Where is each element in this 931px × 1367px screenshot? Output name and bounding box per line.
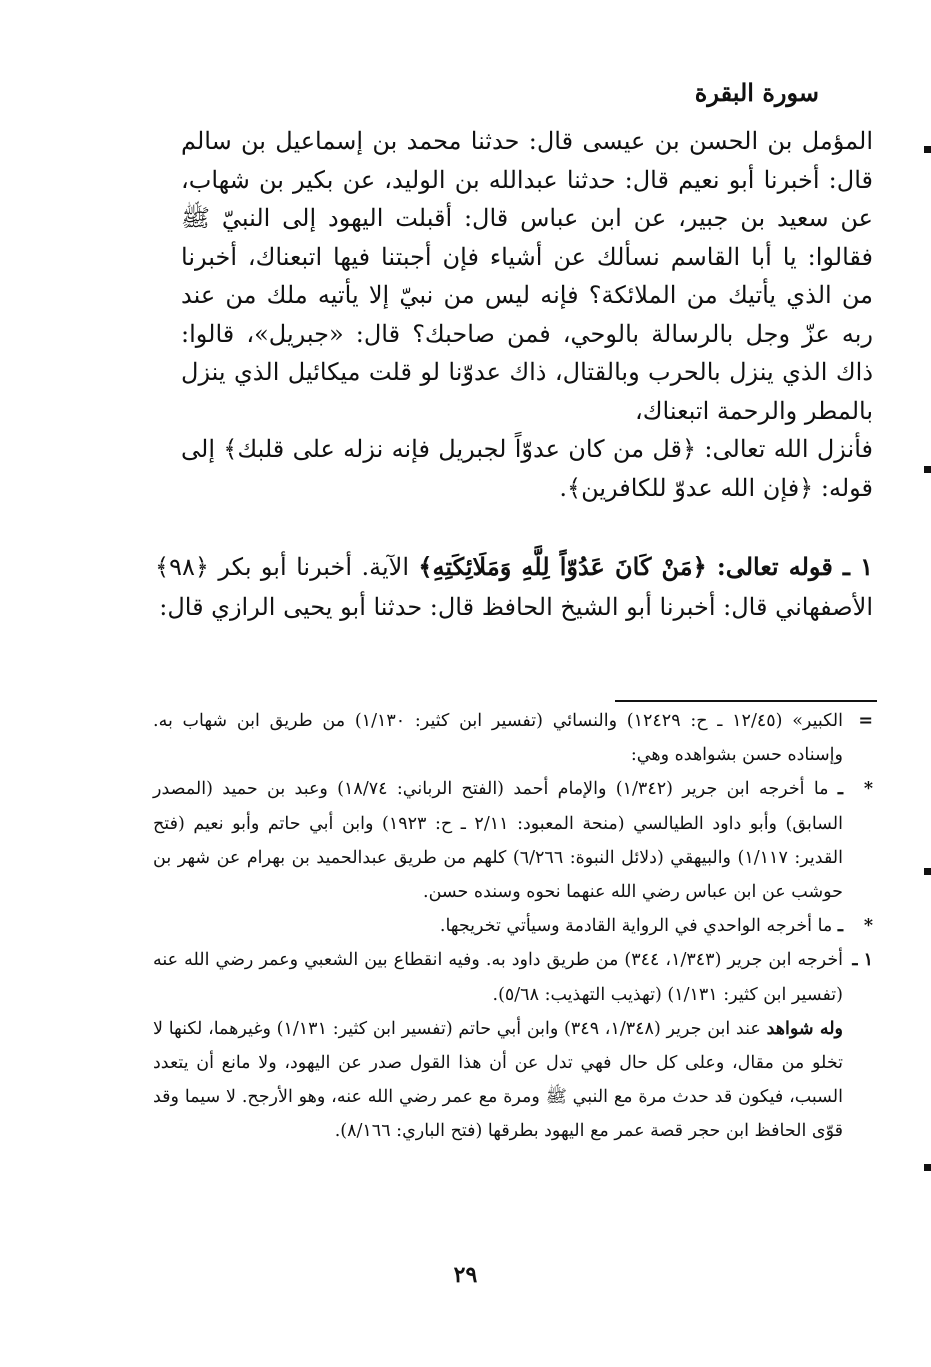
margin-mark	[924, 868, 931, 875]
footnote-marker: *	[863, 916, 873, 937]
margin-mark	[924, 146, 931, 153]
footnote	[153, 1012, 873, 1149]
page-number: ٢٩	[453, 1262, 478, 1288]
footnote-lead: ـ	[837, 916, 843, 937]
footnote-marker: ١ ـ	[852, 950, 873, 971]
footnote-text: أخرجه ابن جرير (١/٣٤٣، ٣٤٤) من طريق داود به. وفيه انقطاع بين الشعبي وعمر رضي الله عنه (تفسير ابن كثير: ١/١٣١) (تهذيب التهذيب: ٥/٦٨).	[153, 950, 844, 1005]
footnote-marker: =	[858, 711, 873, 731]
running-header: سورة البقرة	[694, 78, 819, 107]
footnote-lead: وله شواهد	[766, 1018, 843, 1039]
footnote-text: الكبير» (١٢/٤٥ ـ ح: ١٢٤٢٩) والنسائي (تفسير ابن كثير: ١/١٣٠) من طريق ابن شهاب به. وإسناده حسن بشواهده وهي:	[153, 711, 843, 766]
footnote-divider	[615, 700, 877, 702]
verse-heading-title: ١ ـ قوله تعالى: ﴿مَنْ كَانَ عَدُوّاً لِلَّهِ وَمَلَائِكَتِهِ﴾	[418, 552, 873, 581]
verse-heading-text: الآية. أخبرنا أبو بكر ﴿٩٨﴾ الأصفهاني قال: أخبرنا أبو الشيخ الحافظ قال: حدثنا أبو يحيى الرازي قال:	[155, 553, 873, 621]
verse-heading	[155, 547, 873, 627]
verse-heading-paragraph	[155, 547, 873, 627]
margin-mark	[924, 466, 931, 473]
main-text-body	[181, 122, 873, 507]
footnote	[153, 772, 873, 909]
paragraph: المؤمل بن الحسن بن عيسى قال: حدثنا محمد بن إسماعيل بن سالم قال: أخبرنا أبو نعيم قال: حدثنا عبدالله بن الوليد، عن بكير بن شهاب، عن سعيد بن جبير، عن ابن عباس قال: أقبلت اليهود إلى النبيّ ﷺ فقالوا: يا أبا القاسم نسألك عن أشياء فإن أجبتنا فيها اتبعناك، أخبرنا من الذي يأتيك من الملائكة؟ فإنه ليس من نبيّ إلا يأتيه ملك من عند ربه عزّ وجل بالرسالة بالوحي، فمن صاحبك؟ قال: «جبريل»، قالوا: ذاك الذي ينزل بالحرب وبالقتال، ذاك عدوّنا لو قلت ميكائيل الذي ينزل بالمطر والرحمة اتبعناك،	[181, 127, 874, 425]
footnote	[153, 704, 873, 772]
footnote	[153, 909, 873, 943]
margin-mark	[924, 1164, 931, 1171]
footnote-text: عند ابن جرير (١/٣٤٨، ٣٤٩) وابن أبي حاتم (تفسير ابن كثير: ١/١٣١) وغيرهما، لكنها لا تخلو من مقال، وعلى كل حال فهي تدل عن أن هذا القول صدر عن اليهود، ولا مانع أن يتعدد السبب، فيكون قد حدث مرة مع النبي ﷺ ومرة مع عمر رضي الله عنه، وهو الأرجح. لا سيما وقد قوّى الحافظ ابن حجر قصة عمر مع اليهود بطرقها (فتح الباري: ٨/١٦٦).	[153, 1018, 843, 1142]
footnote-lead: ـ	[837, 779, 843, 800]
footnote-text: ما أخرجه ابن جرير (١/٣٤٢) والإمام أحمد (الفتح الرباني: ١٨/٧٤) وعبد بن حميد (المصدر السابق) وأبو داود الطيالسي (منحة المعبود: ٢/١١ ـ ح: ١٩٢٣) وابن أبي حاتم وأبو نعيم (فتح القدير: ١/١١٧) والبيهقي (دلائل النبوة: ٦/٢٦٦) كلهم من طريق عبدالحميد بن بهرام عن شهر بن حوشب عن ابن عباس رضي الله عنهما نحوه وسنده حسن.	[153, 779, 843, 903]
footnote-text: ما أخرجه الواحدي في الرواية القادمة وسيأتي تخريجها.	[439, 916, 838, 937]
footnote-marker: *	[863, 779, 873, 800]
paragraph: فأنزل الله تعالى: ﴿قل من كان عدوّاً لجبريل فإنه نزله على قلبك﴾ إلى قوله: ﴿فإن الله عدوّ للكافرين﴾.	[181, 435, 873, 502]
footnote	[153, 943, 873, 1011]
footnotes	[153, 704, 873, 1149]
